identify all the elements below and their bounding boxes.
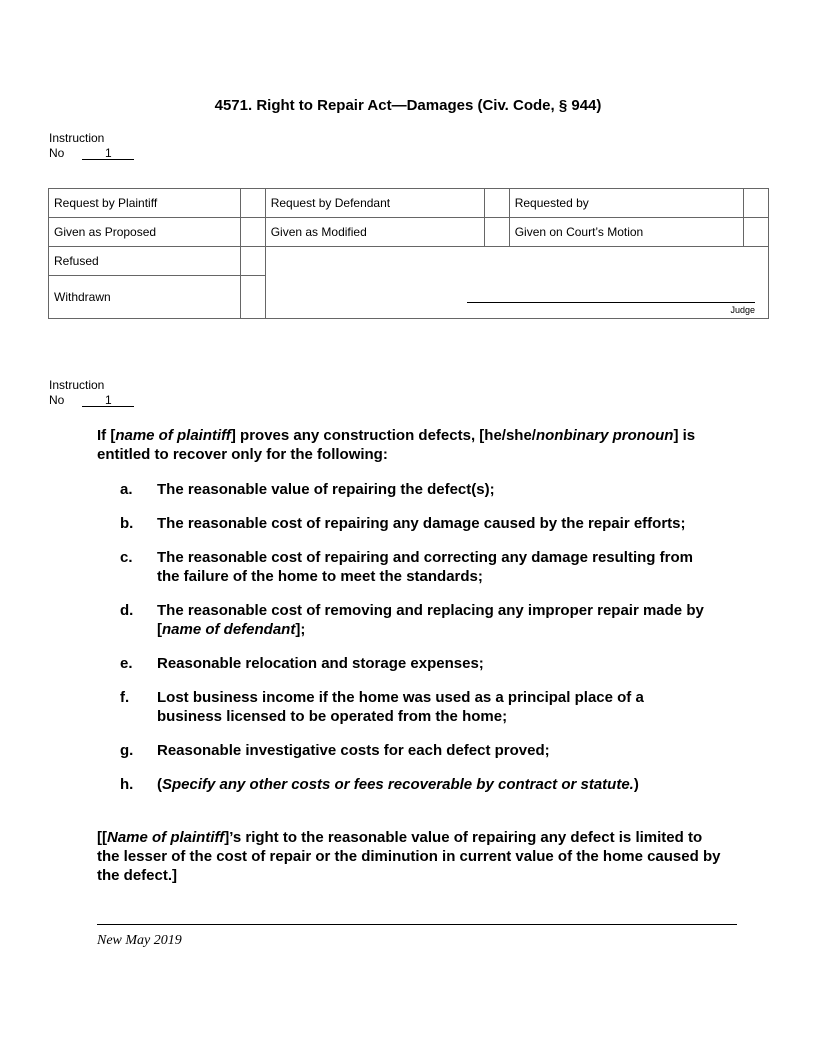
requested-by-label: Requested by [509, 189, 743, 218]
instruction-number: 1 [82, 394, 134, 407]
refused-label: Refused [49, 247, 241, 276]
request-by-plaintiff-label: Request by Plaintiff [49, 189, 241, 218]
closing-paragraph: [[Name of plaintiff]’s right to the reasonable value of repairing any defect is limited to the lesser of the cost of repair or the diminution in current value of the home caused by the defect.] [97, 829, 721, 884]
given-on-courts-motion-label: Given on Court’s Motion [509, 218, 743, 247]
footer-divider [97, 924, 737, 925]
given-as-proposed-label: Given as Proposed [49, 218, 241, 247]
judge-signature-area [265, 247, 768, 319]
list-item: e. Reasonable relocation and storage expenses; [120, 655, 484, 672]
given-as-modified-label: Given as Modified [265, 218, 484, 247]
request-table [48, 188, 769, 319]
requested-by-checkbox[interactable] [744, 189, 769, 218]
judge-signature-line[interactable] [467, 302, 755, 303]
given-as-modified-checkbox[interactable] [484, 218, 509, 247]
list-item: h. (Specify any other costs or fees recoverable by contract or statute.) [120, 776, 639, 793]
instruction-word: Instruction [49, 131, 105, 145]
list-item: f. Lost business income if the home was used as a principal place of a business licensed to be operated from the home; [120, 689, 644, 725]
list-item: a. The reasonable value of repairing the defect(s); [120, 481, 495, 498]
request-by-defendant-label: Request by Defendant [265, 189, 484, 218]
instruction-no-label: No [49, 146, 65, 160]
intro-paragraph: If [name of plaintiff] proves any construction defects, [he/she/nonbinary pronoun] is entitled to recover only for the following: [97, 427, 696, 463]
withdrawn-checkbox[interactable] [240, 276, 265, 319]
footer-note: New May 2019 [97, 933, 182, 948]
instruction-word: Instruction [49, 378, 105, 392]
instruction-no-label: No [49, 393, 65, 407]
list-item: g. Reasonable investigative costs for each defect proved; [120, 742, 550, 759]
request-by-defendant-checkbox[interactable] [484, 189, 509, 218]
list-item: c. The reasonable cost of repairing and correcting any damage resulting from the failure of the home to meet the standards; [120, 549, 693, 585]
request-by-plaintiff-checkbox[interactable] [240, 189, 265, 218]
list-item: d. The reasonable cost of removing and replacing any improper repair made by [name of defendant]; [120, 602, 704, 638]
refused-checkbox[interactable] [240, 247, 265, 276]
withdrawn-label: Withdrawn [49, 276, 241, 319]
page-title: 4571. Right to Repair Act—Damages (Civ. Code, § 944) [214, 97, 602, 114]
list-item: b. The reasonable cost of repairing any damage caused by the repair efforts; [120, 515, 686, 532]
instruction-label-body [49, 378, 134, 408]
given-on-courts-motion-checkbox[interactable] [744, 218, 769, 247]
instruction-label-top [49, 131, 134, 161]
judge-label: Judge [730, 305, 755, 315]
given-as-proposed-checkbox[interactable] [240, 218, 265, 247]
instruction-number: 1 [82, 147, 134, 160]
